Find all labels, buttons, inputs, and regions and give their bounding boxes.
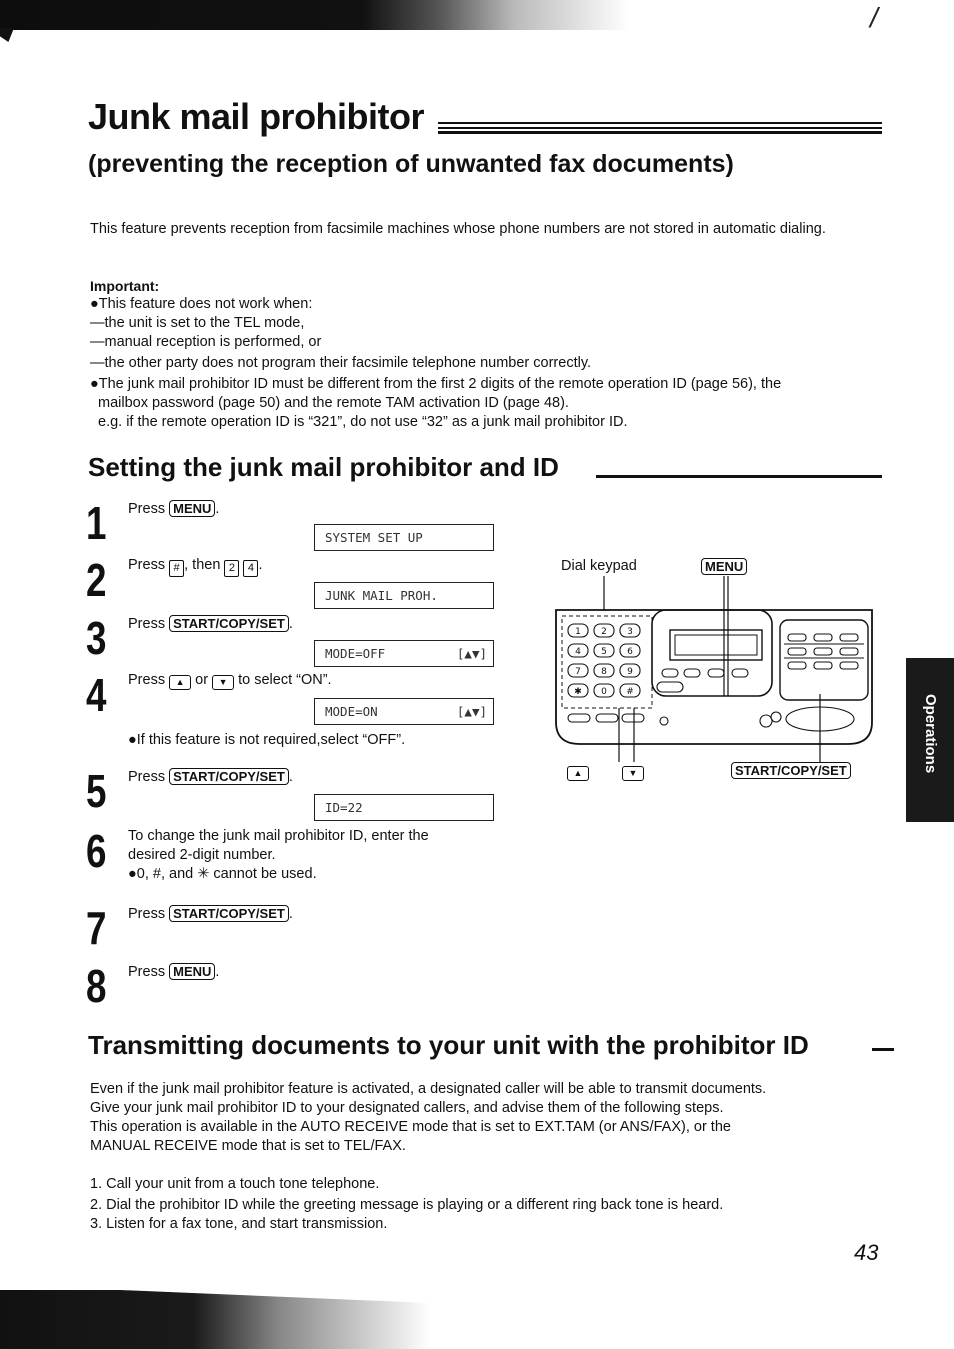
keypad-key: 0 [601, 687, 607, 697]
keypad-key: 3 [627, 627, 633, 637]
important-line: —manual reception is performed, or [90, 334, 322, 350]
step-6-line1: To change the junk mail prohibitor ID, enter the [128, 828, 429, 844]
lcd-text: JUNK MAIL PROH. [325, 588, 438, 603]
lcd-display [314, 640, 494, 667]
important-line: mailbox password (page 50) and the remote TAM activation ID (page 48). [98, 395, 569, 411]
lcd-display [314, 794, 494, 821]
intro-paragraph: This feature prevents reception from facsimile machines whose phone numbers are not stored in automatic dialing. [90, 221, 826, 237]
step-suffix: . [288, 906, 293, 922]
transmit-para-line: This operation is available in the AUTO RECEIVE mode that is set to EXT.TAM (or ANS/FAX), or the [90, 1119, 731, 1135]
diagram-menu-label [701, 558, 747, 576]
start-copy-set-key: START/COPY/SET [169, 768, 289, 785]
step-7-text [128, 905, 293, 922]
transmit-para-line: MANUAL RECEIVE mode that is set to TEL/FAX. [90, 1138, 406, 1154]
step-number: 1 [86, 497, 107, 549]
menu-key: MENU [701, 558, 747, 575]
bottom-scan-bar [0, 1290, 430, 1349]
step-prefix: Press [128, 557, 166, 573]
diagram-up-key [567, 762, 589, 781]
up-arrow-key-icon: ▲ [567, 766, 589, 781]
step-suffix: . [258, 557, 263, 573]
keypad-key: 7 [575, 667, 581, 677]
important-line: e.g. if the remote operation ID is “321”, do not use “32” as a junk mail prohibitor ID. [98, 414, 628, 430]
keypad-key: 9 [627, 667, 633, 677]
transmit-para-line: Even if the junk mail prohibitor feature is activated, a designated caller will be able to transmit documents. [90, 1081, 767, 1097]
lcd-arrows: [▲▼] [456, 646, 487, 661]
section-rule [596, 475, 882, 478]
lcd-text: MODE=ON [325, 704, 378, 719]
step-4-text [128, 672, 332, 690]
transmit-step: 3. Listen for a fax tone, and start transmission. [90, 1216, 388, 1232]
transmit-step: 1. Call your unit from a touch tone telephone. [90, 1176, 380, 1192]
keypad-key: # [626, 687, 634, 697]
step-prefix: Press [128, 906, 166, 922]
step-suffix: . [215, 501, 220, 517]
step-3-text [128, 615, 293, 632]
step-6-line2: desired 2-digit number. [128, 847, 276, 863]
important-label: Important: [90, 278, 160, 294]
step-mid: , then [184, 557, 221, 573]
step-mid: or [195, 672, 209, 688]
step-suffix: . [288, 769, 293, 785]
start-copy-set-key: START/COPY/SET [169, 615, 289, 632]
step-number: 7 [86, 902, 107, 954]
down-arrow-key-icon: ▼ [212, 675, 234, 690]
step-prefix: Press [128, 964, 166, 980]
step-prefix: Press [128, 501, 166, 517]
lcd-display [314, 582, 494, 609]
transmit-step: 2. Dial the prohibitor ID while the greeting message is playing or a different ring back tone is heard. [90, 1197, 724, 1213]
section-rule [872, 1048, 894, 1051]
step-prefix: Press [128, 769, 166, 785]
page-title: Junk mail prohibitor [88, 96, 425, 137]
fax-machine-diagram [552, 576, 877, 766]
start-copy-set-key: START/COPY/SET [169, 905, 289, 922]
dial-keypad-label: Dial keypad [561, 558, 637, 574]
menu-key: MENU [169, 963, 215, 980]
corner-mark: / [870, 2, 878, 33]
step-4-note: ●If this feature is not required,select “OFF”. [128, 732, 406, 748]
hash-key: # [169, 560, 184, 577]
step-2-text [128, 557, 262, 577]
important-line: —the unit is set to the TEL mode, [90, 315, 305, 331]
keypad-key: 8 [601, 667, 607, 677]
page-subtitle: (preventing the reception of unwanted fax documents) [88, 150, 734, 178]
lcd-display [314, 524, 494, 551]
lcd-text: MODE=OFF [325, 646, 386, 661]
menu-key: MENU [169, 500, 215, 517]
step-number: 2 [86, 554, 107, 606]
digit-key: 4 [243, 560, 258, 577]
step-number: 3 [86, 612, 107, 664]
keypad-key: 4 [575, 647, 581, 657]
step-suffix: . [215, 964, 220, 980]
step-prefix: Press [128, 616, 166, 632]
step-suffix: . [288, 616, 293, 632]
section-side-tab [906, 658, 954, 822]
keypad-key: 1 [575, 627, 581, 637]
step-5-text [128, 768, 293, 785]
lcd-display [314, 698, 494, 725]
transmit-para-line: Give your junk mail prohibitor ID to your designated callers, and advise them of the following steps. [90, 1100, 724, 1116]
step-prefix: Press [128, 672, 166, 688]
step-8-text [128, 963, 219, 980]
section-heading-transmitting: Transmitting documents to your unit with the prohibitor ID [88, 1030, 809, 1060]
down-arrow-key-icon: ▼ [622, 766, 644, 781]
top-scan-hook [0, 28, 14, 42]
lcd-text: ID=22 [325, 800, 363, 815]
side-tab-label: Operations [922, 694, 939, 774]
step-suffix: to select “ON”. [238, 672, 332, 688]
diagram-down-key [622, 762, 644, 781]
keypad-key: 5 [601, 647, 607, 657]
section-heading-setting: Setting the junk mail prohibitor and ID [88, 452, 559, 482]
step-number: 6 [86, 825, 107, 877]
up-arrow-key-icon: ▲ [169, 675, 191, 690]
step-1-text [128, 500, 219, 517]
start-copy-set-key: START/COPY/SET [731, 762, 851, 779]
important-line: —the other party does not program their facsimile telephone number correctly. [90, 355, 592, 371]
keypad-key: ✱ [574, 687, 582, 697]
keypad-key: 2 [601, 627, 607, 637]
lcd-text: SYSTEM SET UP [325, 530, 423, 545]
important-line: ●The junk mail prohibitor ID must be different from the first 2 digits of the remote operation ID (page 56), the [90, 376, 782, 392]
top-scan-bar [0, 0, 954, 30]
title-rule [438, 122, 882, 134]
step-number: 5 [86, 765, 107, 817]
digit-key: 2 [224, 560, 239, 577]
important-line: ●This feature does not work when: [90, 296, 313, 312]
diagram-start-label [731, 762, 851, 780]
step-number: 4 [86, 669, 107, 721]
step-6-note: ●0, #, and ✳ cannot be used. [128, 866, 317, 882]
page-number: 43 [854, 1240, 879, 1265]
lcd-arrows: [▲▼] [456, 704, 487, 719]
keypad-key: 6 [627, 647, 633, 657]
step-number: 8 [86, 960, 107, 1012]
